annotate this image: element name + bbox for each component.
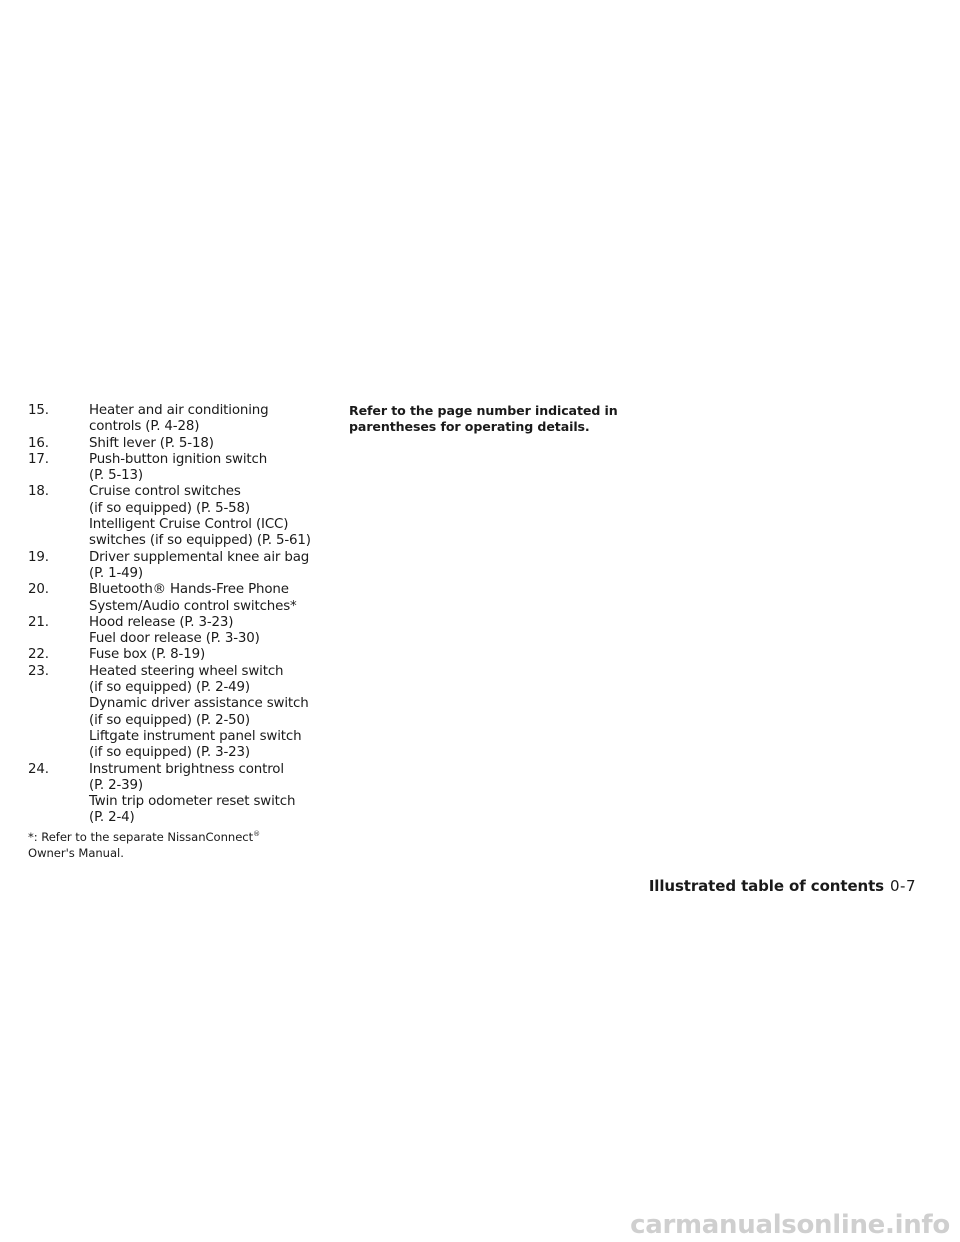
item-text-line: Bluetooth® Hands-Free Phone	[89, 582, 289, 598]
registered-mark: ®	[253, 830, 261, 838]
footnote-text: *: Refer to the separate NissanConnect	[28, 830, 254, 844]
item-text-line: (P. 1-49)	[89, 565, 143, 581]
refer-note-line-1: Refer to the page number indicated in	[349, 403, 618, 418]
list-item	[28, 550, 338, 583]
item-text-line: (P. 2-39)	[89, 777, 143, 793]
item-text-line: Liftgate instrument panel switch	[89, 728, 302, 744]
item-text-line: (if so equipped) (P. 5-58)	[89, 500, 250, 516]
footnote-line-1	[28, 830, 338, 846]
watermark-text: carmanualsonline.info	[630, 1210, 950, 1240]
item-text-line: (if so equipped) (P. 3-23)	[89, 745, 250, 761]
page-number: 0-7	[890, 877, 916, 895]
item-number: 21.	[28, 614, 49, 630]
item-text-line: (if so equipped) (P. 2-50)	[89, 712, 250, 728]
item-text-line: Hood release (P. 3-23)	[89, 614, 234, 630]
item-number: 17.	[28, 451, 49, 467]
item-number: 20.	[28, 582, 49, 598]
item-list	[28, 403, 338, 827]
footnote	[28, 830, 338, 861]
item-text-line: (P. 2-4)	[89, 810, 135, 826]
refer-note	[349, 403, 629, 436]
item-text-line: Intelligent Cruise Control (ICC)	[89, 517, 289, 533]
list-item	[28, 484, 338, 549]
list-item	[28, 615, 338, 648]
list-item	[28, 403, 338, 436]
list-item	[28, 452, 338, 485]
item-text-line: (P. 5-13)	[89, 468, 143, 484]
item-text-line: Instrument brightness control	[89, 761, 284, 777]
item-number: 24.	[28, 761, 49, 777]
item-number: 19.	[28, 549, 49, 565]
list-item	[28, 762, 338, 827]
item-number: 15.	[28, 403, 49, 418]
item-text-line: Twin trip odometer reset switch	[89, 794, 296, 810]
item-text-line: controls (P. 4-28)	[89, 419, 200, 435]
item-number: 22.	[28, 647, 49, 663]
item-text-line: Cruise control switches	[89, 484, 241, 500]
item-text-line: (if so equipped) (P. 2-49)	[89, 680, 250, 696]
item-text-line: Heater and air conditioning	[89, 403, 269, 418]
item-text-line: Fuse box (P. 8-19)	[89, 647, 206, 663]
footnote-line-2: Owner's Manual.	[28, 845, 124, 860]
item-text-line: Driver supplemental knee air bag	[89, 549, 310, 565]
item-number: 18.	[28, 484, 49, 500]
list-item	[28, 582, 338, 615]
item-text-line: Shift lever (P. 5-18)	[89, 435, 214, 451]
section-title: Illustrated table of contents	[648, 877, 884, 895]
list-item	[28, 664, 338, 762]
page-footer	[649, 876, 916, 896]
item-text-line: Dynamic driver assistance switch	[89, 696, 309, 712]
item-text-line: Fuel door release (P. 3-30)	[89, 631, 260, 647]
item-text-line: switches (if so equipped) (P. 5-61)	[89, 533, 311, 549]
refer-note-line-2: parentheses for operating details.	[349, 419, 590, 435]
item-number: 23.	[28, 663, 49, 679]
item-number: 16.	[28, 435, 49, 451]
item-text-line: System/Audio control switches*	[89, 598, 297, 614]
list-item	[28, 647, 338, 663]
list-item	[28, 436, 338, 452]
item-text-line: Push-button ignition switch	[89, 451, 268, 467]
item-text-line: Heated steering wheel switch	[89, 663, 284, 679]
